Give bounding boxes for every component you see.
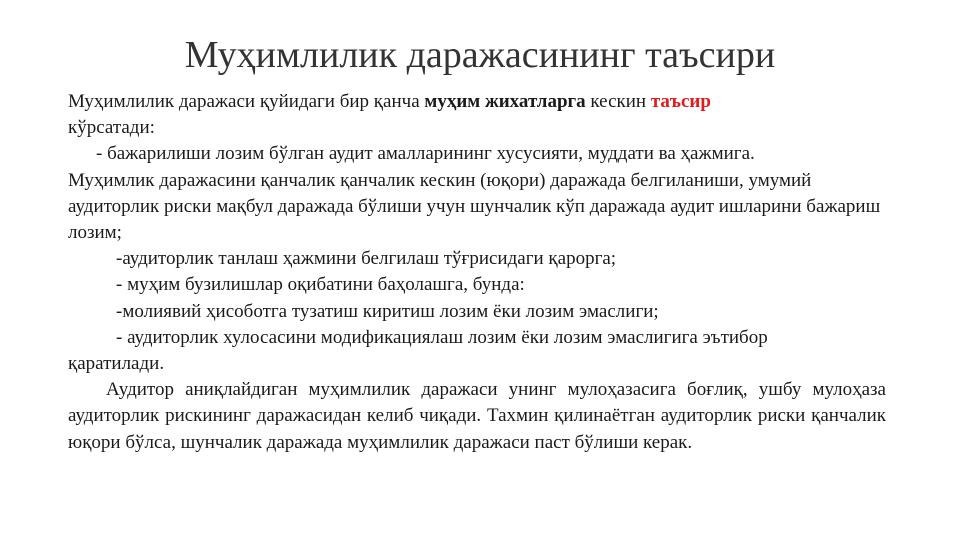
intro-paragraph <box>68 89 886 115</box>
intro-red-text: таъсир <box>650 91 711 112</box>
intro-bold-text: муҳим жихатларга <box>424 91 586 112</box>
list-item-scope: - бажарилиши лозим бўлган аудит амалларининг хусусияти, муддати ва ҳажмига. <box>96 143 755 165</box>
list-item-adjustments: -молиявий ҳисоботга тузатиш киритиш лозим ёки лозим эмаслиги; <box>116 300 659 322</box>
intro-paragraph-end: кўрсатади: <box>68 117 155 139</box>
intro-middle-text: кескин <box>585 91 651 112</box>
list-item-misstatements: - муҳим бузилишлар оқибатини баҳолашга, бунда: <box>116 274 525 296</box>
list-item-opinion-end: қаратилади. <box>68 353 165 375</box>
slide-title: Муҳимлилик даражасининг таъсири <box>184 34 776 76</box>
list-item-opinion: - аудиторлик хулосасини модификациялаш лозим ёки лозим эмаслигига эътибор <box>116 326 768 348</box>
intro-text: Муҳимлилик даражаси қуйидаги бир қанча <box>68 91 425 112</box>
conclusion-paragraph: Аудитор аниқлайдиган муҳимлилик даражаси унинг мулоҳазасига боғлиқ, ушбу мулоҳаза аудиторлик рискининг даражасидан келиб чиқади. Тахмин қилинаётган аудиторлик риски қанчалик юқори бўлса, шунчалик даражада муҳимлилик даражаси паст бўлиши керак. <box>68 379 886 453</box>
list-item-sample: -аудиторлик танлаш ҳажмини белгилаш тўғрисидаги қарорга; <box>116 248 617 270</box>
materiality-paragraph: Муҳимлик даражасини қанчалик қанчалик кескин (юқори) даражада белгиланиши, умумий аудиторлик риски мақбул даражада бўлиши учун шунчалик кўп даражада аудит ишларини бажариш лозим; <box>68 169 881 244</box>
slide-body <box>68 89 886 456</box>
